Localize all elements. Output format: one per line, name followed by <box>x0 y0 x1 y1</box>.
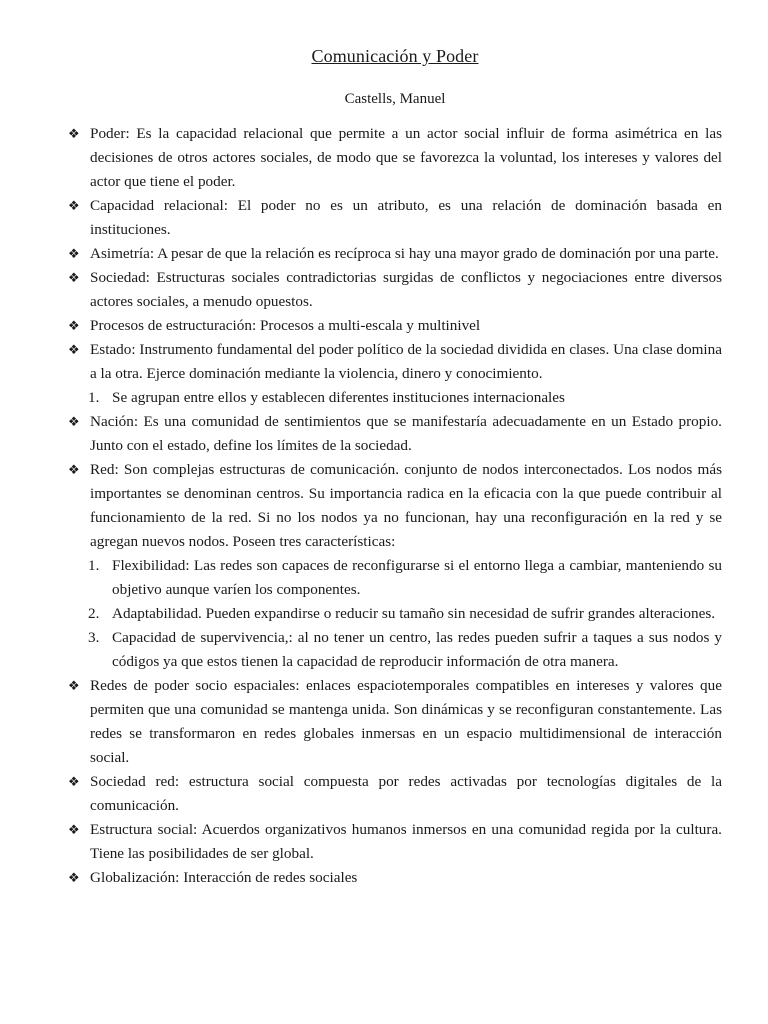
list-item <box>68 458 722 554</box>
numbered-item <box>68 626 722 674</box>
definition-text: Interacción de redes sociales <box>183 869 358 886</box>
definition-text: Procesos a multi-escala y multinivel <box>259 317 481 334</box>
definition-term: Estructura social: <box>90 821 198 838</box>
definition-text: estructura social compuesta por redes activadas por tecnologías digitales de la comunicación. <box>90 773 722 814</box>
definition-term: Sociedad red <box>90 773 175 790</box>
list-item <box>68 770 722 818</box>
numbered-item-text: Adaptabilidad. Pueden expandirse o reducir su tamaño sin necesidad de sufrir grandes alteraciones. <box>112 605 716 622</box>
term-separator <box>228 197 238 214</box>
definition-text: A pesar de que la relación es recíproca si hay una mayor grado de dominación por una parte. <box>157 245 719 262</box>
diamond-bullet-icon: ❖ <box>68 198 80 213</box>
item-number: 2. <box>88 605 100 622</box>
definition-term: Redes de poder socio espaciales <box>90 677 296 694</box>
definition-text: El poder no es un atributo, es una relación de dominación basada en instituciones. <box>90 197 722 238</box>
list-item <box>68 122 722 194</box>
numbered-item-text: Se agrupan entre ellos y establecen diferentes instituciones internacionales <box>112 389 565 406</box>
definition-term: Globalización: <box>90 869 180 886</box>
definition-list <box>68 122 722 890</box>
numbered-item-text: Flexibilidad: Las redes son capaces de reconfigurarse si el entorno llega a cambiar, manteniendo su objetivo aunque varíen los componentes. <box>112 557 722 598</box>
list-item <box>68 266 722 314</box>
definition-text: Es la capacidad relacional que permite a un actor social influir de forma asimétrica en las decisiones de otros actores sociales, de modo que se favorezca la voluntad, los intereses y valores del actor que tiene el poder. <box>90 125 722 190</box>
diamond-bullet-icon: ❖ <box>68 414 80 429</box>
definition-term: Poder <box>90 125 126 142</box>
diamond-bullet-icon: ❖ <box>68 462 80 477</box>
term-separator <box>150 269 157 286</box>
definition-term: Sociedad: <box>90 269 150 286</box>
definition-term: Asimetría: <box>90 245 155 262</box>
list-item <box>68 194 722 242</box>
diamond-bullet-icon: ❖ <box>68 342 80 357</box>
diamond-bullet-icon: ❖ <box>68 318 80 333</box>
definition-text: Es una comunidad de sentimientos que se manifestaría adecuadamente en un Estado propio. Junto con el estado, define los límites de la sociedad. <box>90 413 722 454</box>
diamond-bullet-icon: ❖ <box>68 126 80 141</box>
diamond-bullet-icon: ❖ <box>68 270 80 285</box>
definition-term: Procesos de estructuración: <box>90 317 257 334</box>
list-item <box>68 242 722 266</box>
term-separator: : <box>125 125 137 142</box>
page-title: Comunicación y Poder <box>311 46 479 66</box>
list-item <box>68 866 722 890</box>
numbered-sublist <box>68 386 722 410</box>
numbered-item <box>68 602 722 626</box>
numbered-item-text: Capacidad de supervivencia,: al no tener un centro, las redes pueden sufrir a taques a sus nodos y códigos ya que estos tienen la capacidad de reproducir información de otra manera. <box>112 629 722 670</box>
definition-text: enlaces espaciotemporales compatibles en intereses y valores que permiten que una comunidad se mantenga unida. Son dinámicas y se reconfiguran constantemente. Las redes se transformaron en redes globales inmersas en un espacio multidimensional de interacción social. <box>90 677 722 766</box>
numbered-item <box>68 386 722 410</box>
list-item <box>68 674 722 770</box>
numbered-sublist <box>68 554 722 674</box>
definition-text: Instrumento fundamental del poder político de la sociedad dividida en clases. Una clase domina a la otra. Ejerce dominación mediante la violencia, dinero y conocimiento. <box>90 341 722 382</box>
definition-term: Estado: <box>90 341 136 358</box>
item-number: 3. <box>88 629 100 646</box>
diamond-bullet-icon: ❖ <box>68 870 80 885</box>
term-separator: : <box>295 677 306 694</box>
term-separator: : <box>114 461 124 478</box>
definition-text: Son complejas estructuras de comunicación. conjunto de nodos interconectados. Los nodos más importantes se denominan centros. Su importancia radica en la eficacia con la que puede contribuir al funcionamiento de la red. Si no los nodos ya no funcionan, hay una reconfiguración en la red y se agregan nuevos nodos. Poseen tres características: <box>90 461 722 550</box>
definition-term: Nación <box>90 413 134 430</box>
list-item <box>68 818 722 866</box>
diamond-bullet-icon: ❖ <box>68 774 80 789</box>
term-separator: : <box>174 773 189 790</box>
term-separator: : <box>133 413 144 430</box>
numbered-item <box>68 554 722 602</box>
definition-term: Capacidad relacional: <box>90 197 228 214</box>
definition-term: Red <box>90 461 115 478</box>
diamond-bullet-icon: ❖ <box>68 822 80 837</box>
item-number: 1. <box>88 557 100 574</box>
list-item <box>68 314 722 338</box>
diamond-bullet-icon: ❖ <box>68 678 80 693</box>
author-line: Castells, Manuel <box>344 91 446 107</box>
diamond-bullet-icon: ❖ <box>68 246 80 261</box>
list-item <box>68 410 722 458</box>
list-item <box>68 338 722 386</box>
item-number: 1. <box>88 389 100 406</box>
definition-text: Acuerdos organizativos humanos inmersos en una comunidad regida por la cultura. Tiene las posibilidades de ser global. <box>90 821 722 862</box>
definition-text: Estructuras sociales contradictorias surgidas de conflictos y negociaciones entre diversos actores sociales, a menudo opuestos. <box>90 269 722 310</box>
